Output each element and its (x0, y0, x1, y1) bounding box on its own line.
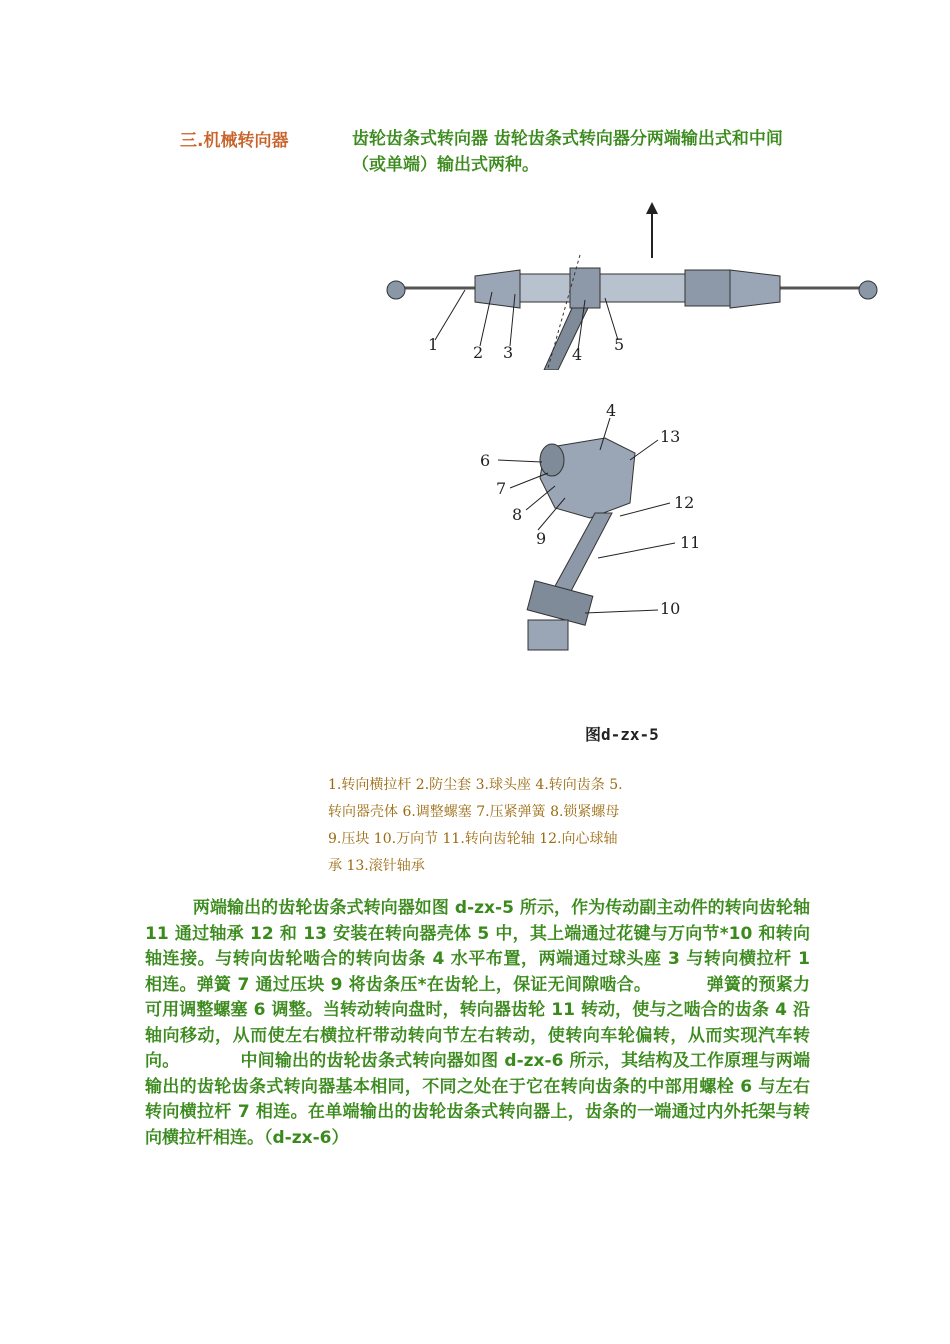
label-detail-7: 7 (496, 479, 507, 498)
label-3: 3 (503, 343, 514, 362)
label-4: 4 (572, 345, 583, 364)
label-detail-10: 10 (660, 599, 681, 618)
section-title: 三.机械转向器 (180, 131, 289, 151)
label-detail-11: 11 (680, 533, 701, 552)
pinion-detail-illustration (470, 398, 730, 668)
steering-gear-illustration (380, 200, 900, 370)
label-detail-12: 12 (674, 493, 695, 512)
figure-caption: 图d-zx-5 (585, 725, 659, 744)
label-detail-9: 9 (536, 529, 547, 548)
label-1: 1 (428, 335, 439, 354)
label-2: 2 (473, 343, 484, 362)
body-paragraph (145, 896, 816, 1151)
label-detail-4: 4 (606, 401, 617, 420)
label-detail-13: 13 (660, 427, 681, 446)
label-detail-8: 8 (512, 505, 523, 524)
label-5: 5 (614, 335, 625, 354)
intro-text: 齿轮齿条式转向器 齿轮齿条式转向器分两端输出式和中间（或单端）输出式两种。 (352, 129, 783, 175)
body-text: 两端输出的齿轮齿条式转向器如图 d-zx-5 所示，作为传动副主动件的转向齿轮轴 11 通过轴承 12 和 13 安装在转向器壳体 5 中，其上端通过花键与万向节*10 和转向轴连接。与转向齿轮啮合的转向齿条 4 水平布置，两端通过球头座 3 与转向横拉杆 1 相连。弹簧 7 通过压块 9 将齿条压*在齿轮上，保证无间隙啮合。 弹簧的预紧力可用调整螺塞 6 调整。当转动转向盘时，转向器齿轮 11 转动，使与之啮合的齿条 4 沿轴向移动，从而使左右横拉杆带动转向节左右转动，使转向车轮偏转，从而实现汽车转向。 中间输出的齿轮齿条式转向器如图 d-zx-6 所示，其结构及工作原理与两端输出的齿轮齿条式转向器基本相同，不同之处在于它在转向齿条的中部用螺栓 6 与左右转向横拉杆 7 相连。在单端输出的齿轮齿条式转向器上，齿条的一端通过内外托架与转向横拉杆相连。（d-zx-6） (145, 898, 816, 1148)
label-detail-6: 6 (480, 451, 491, 470)
figure-legend: 1.转向横拉杆 2.防尘套 3.球头座 4.转向齿条 5.转向器壳体 6.调整螺塞 7.压紧弹簧 8.锁紧螺母 9.压块 10.万向节 11.转向齿轮轴 12.向心球轴承 13.滚针轴承 (328, 777, 623, 874)
